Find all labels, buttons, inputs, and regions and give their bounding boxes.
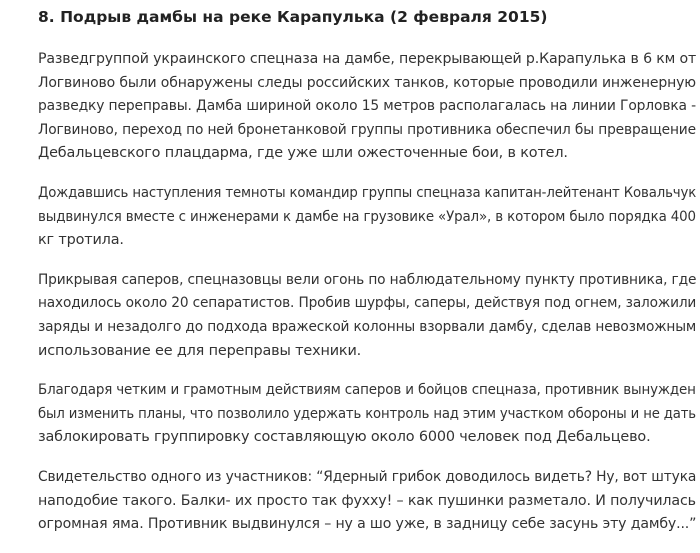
article-heading: 8. Подрыв дамбы на реке Карапулька (2 февраля 2015) — [38, 8, 548, 26]
paragraph-line: огромная яма. Противник выдвинулся – ну а шо уже, в задницу себе засунь эту дамбу...” — [38, 516, 697, 533]
paragraph-line: заблокировать группировку составляющую около 6000 человек под Дебальцево. — [38, 429, 651, 446]
paragraph-line: заряды и незадолго до подхода вражеской колонны взорвали дамбу, сделав невозможным — [38, 318, 697, 335]
article — [38, 6, 697, 553]
paragraph-line: Логвиново были обнаружены следы российских танков, которые проводили инженерную — [38, 74, 696, 91]
paragraph-line: выдвинулся вместе с инженерами к дамбе на грузовике «Урал», в котором было порядка 400 — [38, 208, 696, 225]
paragraph-outcome — [38, 379, 694, 450]
paragraph-line: Свидетельство одного из участников: “Ядерный грибок доводилось видеть? Ну, вот штука — [38, 468, 697, 485]
paragraph-line: Прикрывая саперов, спецназовцы вели огонь по наблюдательному пункту противника, где — [38, 271, 697, 288]
paragraph-line: разведку переправы. Дамба шириной около 15 метров располагалась на линии Горловка - — [38, 98, 697, 115]
paragraph-line: Благодаря четким и грамотным действиям саперов и бойцов спецназа, противник вынужден — [38, 382, 696, 399]
paragraph-advance — [38, 182, 697, 253]
paragraph-line: был изменить планы, что позволило удержать контроль над этим участком обороны и не дать — [38, 405, 696, 422]
paragraph-line: кг тротила. — [38, 232, 124, 249]
paragraph-line: использование ее для переправы техники. — [38, 342, 362, 359]
paragraph-line: Дебальцевского плацдарма, где уже шли ожесточенные бои, в котел. — [38, 145, 568, 162]
paragraph-demolition — [38, 269, 697, 363]
paragraph-line: Дождавшись наступления темноты командир группы спецназа капитан-лейтенант Ковальчук — [38, 184, 697, 201]
paragraph-line: наподобие такого. Балки- их просто так фухху! – как пушинки разметало. И получилась — [38, 492, 696, 509]
paragraph-line: Логвиново, переход по ней бронетанковой группы противника обеспечил бы превращение — [38, 121, 696, 138]
paragraph-line: находилось около 20 сепаратистов. Пробив шурфы, саперы, действуя под огнем, заложили — [38, 295, 697, 312]
paragraph-line: Разведгруппой украинского спецназа на дамбе, перекрывающей р.Карапулька в 6 км от — [38, 51, 697, 67]
paragraph-dam-discovery — [38, 48, 697, 166]
paragraph-testimony — [38, 466, 697, 537]
